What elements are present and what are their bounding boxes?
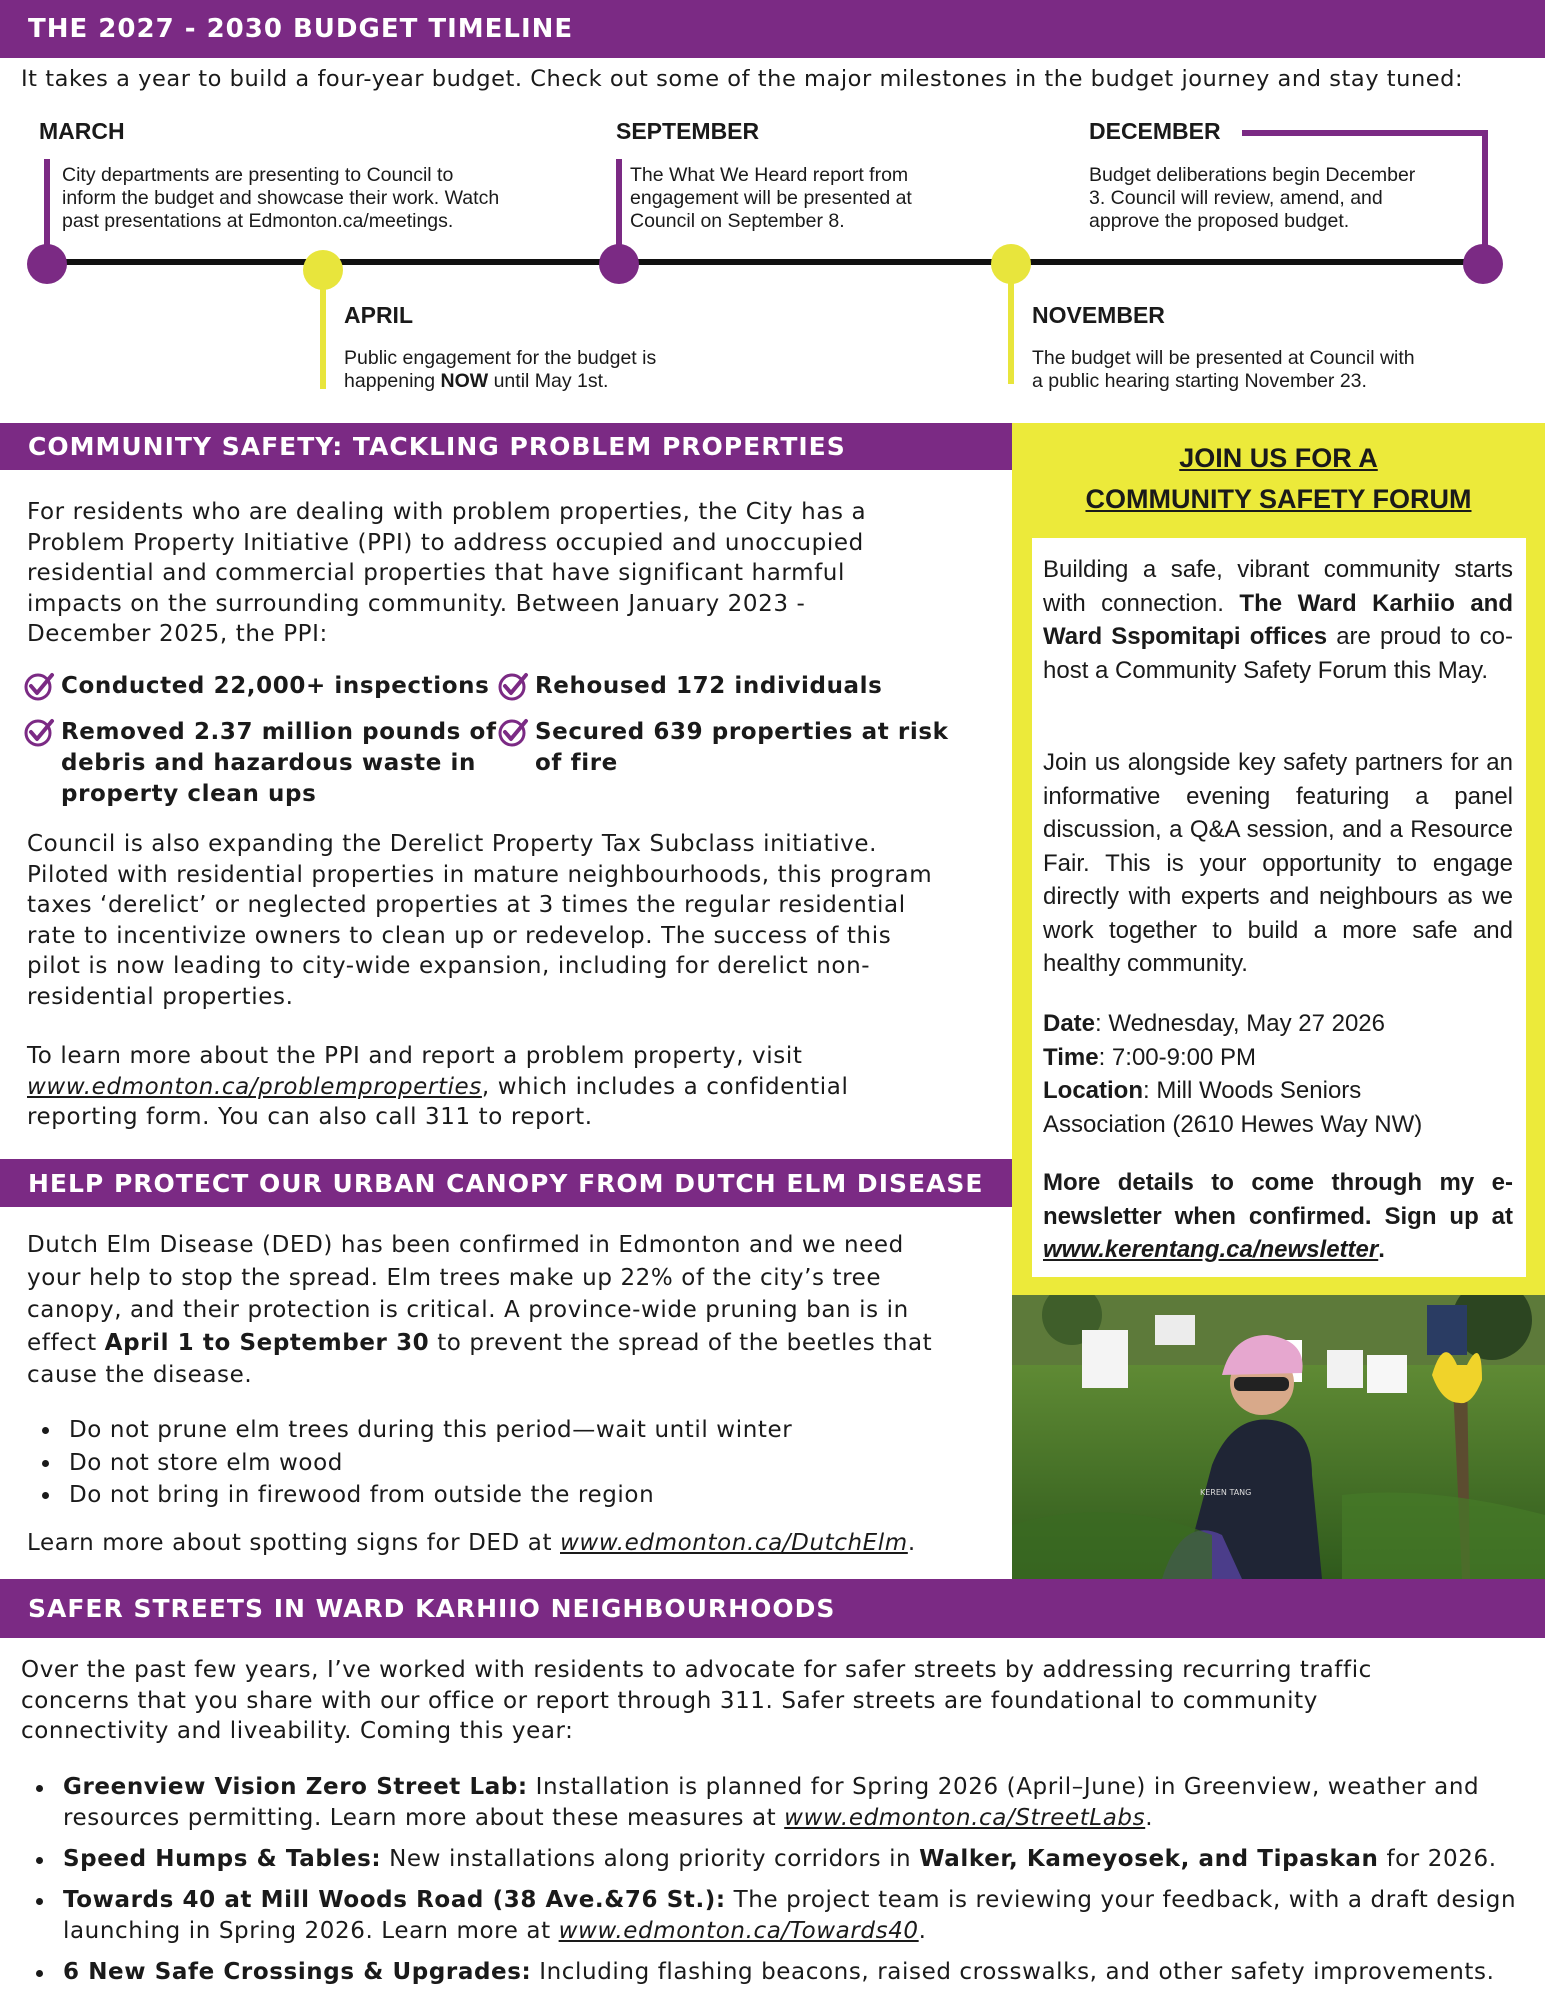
list-item: Do not bring in firewood from outside the region — [27, 1479, 792, 1512]
check-item-inspections: Conducted 22,000+ inspections — [23, 671, 489, 702]
elm-learn-more: Learn more about spotting signs for DED at www.edmonton.ca/DutchElm. — [27, 1530, 916, 1556]
photo-shirt-text: KEREN TANG — [1200, 1488, 1252, 1497]
milestone-november-text: The budget will be presented at Council with a public hearing starting November 23. — [1032, 347, 1415, 392]
towards40-link[interactable]: www.edmonton.ca/Towards40 — [558, 1918, 919, 1944]
milestone-september-text: The What We Heard report from engagement will be presented at Council on September 8. — [630, 164, 912, 232]
forum-intro: Building a safe, vibrant community starts with connection. The Ward Karhiio and Ward Sspomitapi offices are proud to co-host a Community Safety Forum this May. — [1043, 556, 1514, 684]
elm-tips-list — [27, 1414, 792, 1512]
safety-intro: For residents who are dealing with problem properties, the City has a Problem Property Initiative (PPI) to address occupied and unoccupied residential and commercial properties that have significant harmful impacts on the surrounding community. Between January 2023 - December 2025, the PPI: — [27, 499, 867, 647]
timeline-december-connector-vertical — [1482, 130, 1488, 250]
list-item: Speed Humps & Tables: New installations along priority corridors in Walker, Kameyosek, and Tipaskan for 2026. — [21, 1844, 1516, 1875]
elm-intro: Dutch Elm Disease (DED) has been confirmed in Edmonton and we need your help to stop the spread. Elm trees make up 22% of the city’s tree canopy, and their protection is critical. A province-wide pruning ban is in effect April 1 to September 30 to prevent the spread of the beetles that cause the disease. — [27, 1232, 933, 1388]
timeline-december-connector — [1242, 130, 1488, 136]
timeline-line — [46, 259, 1484, 265]
milestone-december-text: Budget deliberations begin December 3. Council will review, amend, and approve the proposed budget. — [1089, 164, 1416, 232]
milestone-november-line — [1008, 278, 1014, 384]
forum-newsletter-note: More details to come through my e-newsletter when confirmed. Sign up at www.kerentang.ca/newsletter. — [1043, 1169, 1513, 1263]
milestone-april-month: APRIL — [344, 302, 413, 328]
check-circle-icon — [23, 716, 55, 748]
streets-list — [21, 1772, 1516, 1988]
newsletter-link[interactable]: www.kerentang.ca/newsletter — [1043, 1236, 1379, 1263]
milestone-september-dot — [599, 244, 639, 284]
check-item-rehoused: Rehoused 172 individuals — [497, 671, 882, 702]
forum-event-details: Date: Wednesday, May 27 2026 Time: 7:00-9:00 PM Location: Mill Woods Seniors Association (2610 Hewes Way NW) — [1043, 1010, 1423, 1138]
timeline-intro: It takes a year to build a four-year budget. Check out some of the major milestones in the budget journey and stay tuned: — [21, 66, 1464, 92]
check-item-debris: Removed 2.37 million pounds of debris and hazardous waste in property clean ups — [23, 717, 497, 810]
milestone-november-month: NOVEMBER — [1032, 302, 1165, 328]
street-labs-link[interactable]: www.edmonton.ca/StreetLabs — [784, 1805, 1146, 1831]
check-item-fire: Secured 639 properties at risk of fire — [497, 717, 949, 779]
safety-header: COMMUNITY SAFETY: TACKLING PROBLEM PROPERTIES — [0, 423, 1012, 470]
milestone-march-line — [44, 159, 50, 254]
list-item: Do not store elm wood — [27, 1447, 792, 1480]
milestone-december-month: DECEMBER — [1089, 118, 1221, 144]
milestone-september-line — [616, 159, 622, 254]
community-photo — [1012, 1295, 1545, 1579]
list-item: Greenview Vision Zero Street Lab: Installation is planned for Spring 2026 (April–June) in Greenview, weather and resources permitting. Learn more about these measures at www.edmonton.ca/StreetLabs. — [21, 1772, 1516, 1834]
streets-intro: Over the past few years, I’ve worked with residents to advocate for safer streets by addressing recurring traffic concerns that you share with our office or report through 311. Safer streets are foundational to community connectivity and liveability. Coming this year: — [21, 1657, 1372, 1744]
milestone-september-month: SEPTEMBER — [616, 118, 760, 144]
milestone-april-text: Public engagement for the budget is happening NOW until May 1st. — [344, 347, 657, 392]
list-item: Do not prune elm trees during this period—wait until winter — [27, 1414, 792, 1447]
elm-header: HELP PROTECT OUR URBAN CANOPY FROM DUTCH ELM DISEASE — [0, 1159, 1012, 1207]
streets-header: SAFER STREETS IN WARD KARHIIO NEIGHBOURHOODS — [0, 1579, 1545, 1638]
milestone-march-text: City departments are presenting to Council to inform the budget and showcase their work. Watch past presentations at Edmonton.ca/meetings. — [62, 164, 500, 232]
check-circle-icon — [497, 670, 529, 702]
list-item: Towards 40 at Mill Woods Road (38 Ave.&76 St.): The project team is reviewing your feedback, with a draft design launching in Spring 2026. Learn more at www.edmonton.ca/Towards40. — [21, 1885, 1516, 1947]
milestone-april-line — [320, 284, 326, 389]
forum-heading: JOIN US FOR A COMMUNITY SAFETY FORUM — [1085, 443, 1472, 514]
milestone-december-dot — [1463, 244, 1503, 284]
problem-properties-link[interactable]: www.edmonton.ca/problemproperties — [27, 1073, 482, 1100]
check-circle-icon — [497, 716, 529, 748]
timeline-header: THE 2027 - 2030 BUDGET TIMELINE — [0, 0, 1545, 58]
forum-description: Join us alongside key safety partners for an informative evening featuring a panel discussion, a Q&A session, and a Resource Fair. This is your opportunity to engage directly with experts and neighbours as we work together to build a more safe and healthy community. — [1043, 749, 1513, 977]
check-circle-icon — [23, 670, 55, 702]
ppi-learn-more: To learn more about the PPI and report a problem property, visit www.edmonton.ca/problemproperties, which includes a confidential reporting form. You can also call 311 to report. — [27, 1043, 849, 1130]
list-item: 6 New Safe Crossings & Upgrades: Including flashing beacons, raised crosswalks, and other safety improvements. — [21, 1957, 1516, 1988]
milestone-march-month: MARCH — [39, 118, 125, 144]
dutch-elm-link[interactable]: www.edmonton.ca/DutchElm — [560, 1530, 908, 1556]
derelict-paragraph: Council is also expanding the Derelict Property Tax Subclass initiative. Piloted with residential properties in mature neighbourhoods, this program taxes ‘derelict’ or neglected properties at 3 times the regular residential rate to incentivize owners to clean up or redevelop. The success of this pilot is now leading to city-wide expansion, including for derelict non- residential properties. — [27, 831, 933, 1010]
milestone-march-dot — [27, 244, 67, 284]
